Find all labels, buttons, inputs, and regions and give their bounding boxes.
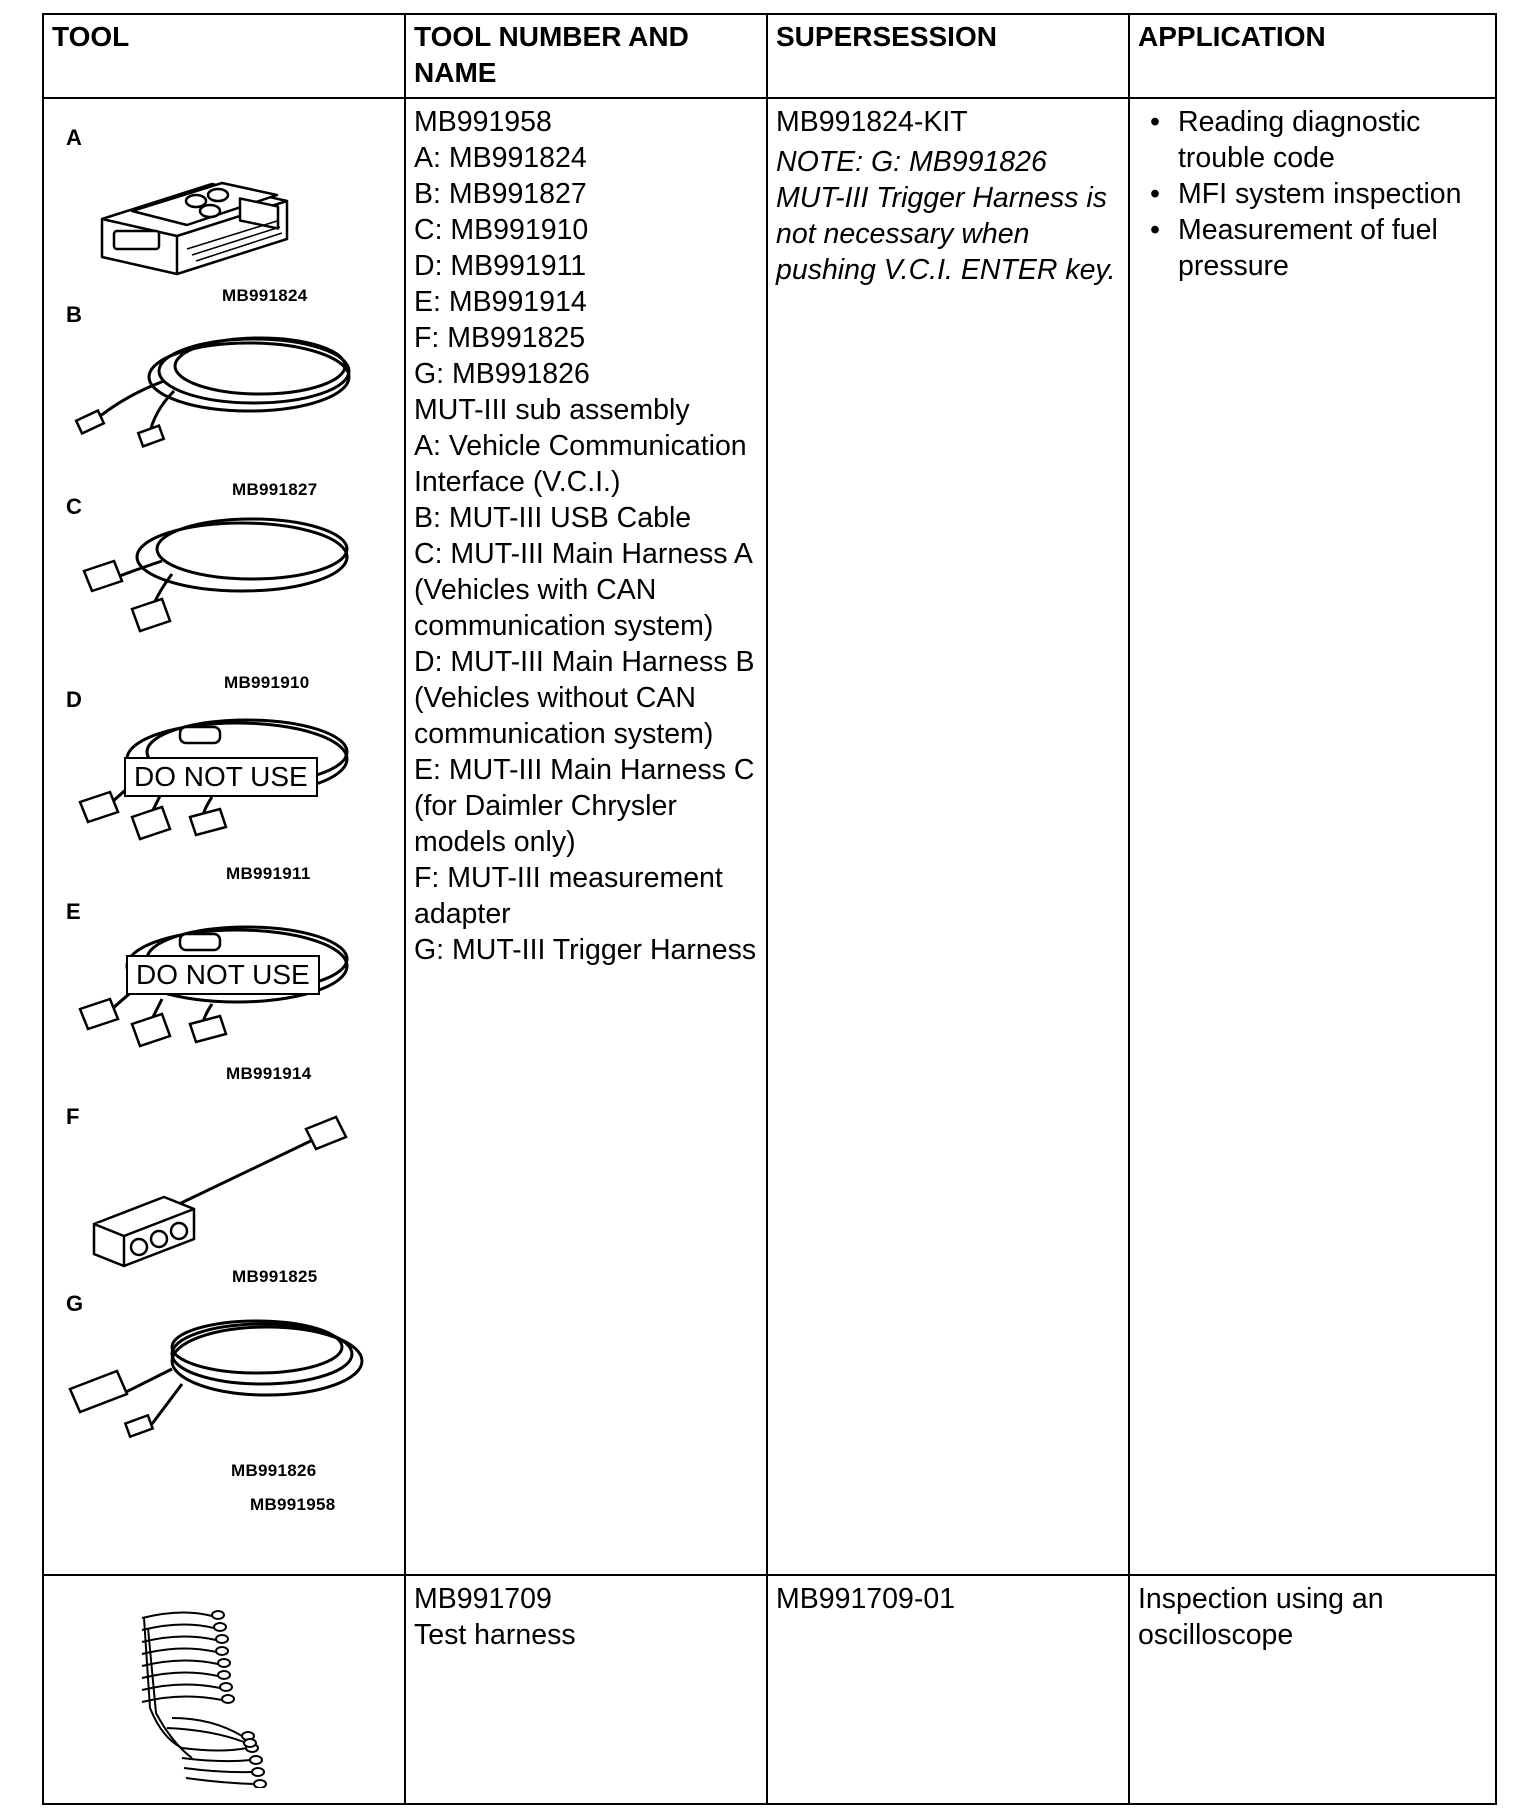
main-harness-a-illustration [62,499,362,639]
tool-code-e: MB991914 [226,1064,312,1083]
usb-cable-illustration [64,311,364,451]
special-tools-table [42,13,1497,1805]
tool-code-f: MB991825 [232,1267,318,1286]
tool-code-d: MB991911 [226,864,311,883]
tool-number-line: G: MB991826 [414,358,590,390]
tool-number-line: E: MB991914 [414,286,587,318]
tool-number-line: C: MB991910 [414,214,589,246]
tool-label-d: D [66,687,82,712]
application-cell-test-harness [1129,1575,1496,1804]
table-row-mb991958 [43,98,1496,1575]
tool-illustrations-cell [43,98,405,1575]
tool-number-and-name-cell-test-harness [405,1575,767,1804]
application-text: Inspection using an oscilloscope [1138,1583,1384,1651]
tool-name: Test harness [414,1619,576,1651]
tool-label-f: F [66,1104,80,1129]
tool-code-c: MB991910 [224,673,310,692]
tool-name-line: E: MUT-III Main Harness C (for Daimler Chrysler models only) [414,754,755,858]
tool-label-g: G [66,1291,84,1316]
header-supersession: SUPERSESSION [767,14,1129,98]
header-row [43,14,1496,98]
tool-number-line: B: MB991827 [414,178,587,210]
tool-name-line: D: MUT-III Main Harness B (Vehicles without CAN communication system) [414,646,755,750]
tool-number-line: A: MB991824 [414,142,587,174]
tool-name-line: G: MUT-III Trigger Harness [414,934,757,966]
tool-code-kit: MB991958 [250,1495,336,1514]
tool-label-b: B [66,302,82,327]
tool-number-line: MB991958 [414,106,552,138]
tool-code-a: MB991824 [222,286,308,305]
trigger-harness-illustration [62,1299,367,1449]
test-harness-illustration [122,1598,292,1788]
supersession-value: MB991824-KIT [776,106,968,138]
tool-code-b: MB991827 [232,480,318,499]
header-tool: TOOL [43,14,405,98]
vci-unit-illustration [92,139,312,279]
measurement-adapter-illustration [84,1109,354,1269]
table-row-mb991709 [43,1575,1496,1804]
tool-label-e: E [66,899,81,924]
supersession-note: NOTE: G: MB991826 MUT-III Trigger Harness is not necessary when pushing V.C.I. ENTER key. [776,146,1116,286]
tool-label-a: A [66,125,82,150]
header-tool-number-and-name: TOOL NUMBER AND NAME [405,14,767,98]
tool-name-line: B: MUT-III USB Cable [414,502,692,534]
tool-number-and-name-cell [405,98,767,1575]
tool-number: MB991709 [414,1583,552,1615]
header-application: APPLICATION [1129,14,1496,98]
application-item: • MFI system inspection [1178,176,1487,212]
tool-name-line: F: MUT-III measurement adapter [414,862,723,930]
tool-number-line: F: MB991825 [414,322,586,354]
supersession-cell-test-harness [767,1575,1129,1804]
application-item: • Reading diagnostic trouble code [1178,104,1487,176]
tool-name-line: C: MUT-III Main Harness A (Vehicles with CAN communication system) [414,538,752,642]
do-not-use-label-d: DO NOT USE [124,757,318,797]
tool-name-line: MUT-III sub assembly [414,394,690,426]
tool-label-c: C [66,494,82,519]
tool-code-g: MB991826 [231,1461,317,1480]
do-not-use-label-e: DO NOT USE [126,955,320,995]
application-list [1138,104,1487,284]
tool-name-line: A: Vehicle Communication Interface (V.C.I.) [414,430,747,498]
application-cell [1129,98,1496,1575]
tool-illustration-cell-test-harness [43,1575,405,1804]
supersession-cell [767,98,1129,1575]
tool-number-line: D: MB991911 [414,250,587,282]
supersession-value: MB991709-01 [776,1583,956,1615]
application-item: • Measurement of fuel pressure [1178,212,1487,284]
